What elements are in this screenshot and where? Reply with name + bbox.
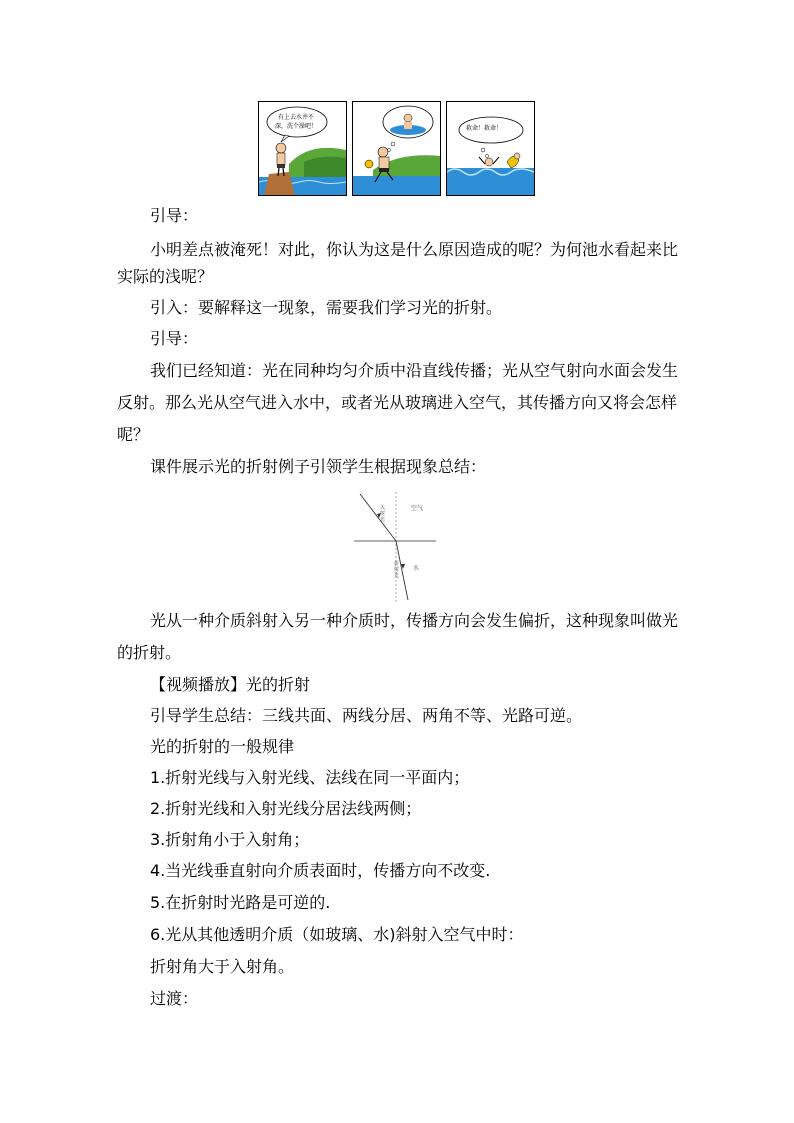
label-refracted-2: 射 <box>394 567 400 573</box>
text-line: 引导学生总结：三线共面、两线分居、两角不等、光路可逆。 <box>150 706 583 725</box>
label-incident-1: 入 <box>380 505 386 511</box>
label-incident-3: 光 <box>380 517 386 523</box>
label-water: 水 <box>413 565 420 572</box>
text-line: 引入：要解释这一现象，需要我们学习光的折射。 <box>150 298 503 317</box>
text-line: 光从一种介质斜射入另一种介质时，传播方向会发生偏折，这种现象叫做光 <box>150 611 679 630</box>
text-line: 过渡： <box>150 989 199 1008</box>
label-refracted-1: 折 <box>394 561 400 567</box>
list-item: 4.当光线垂直射向介质表面时，传播方向不改变. <box>150 861 491 880</box>
comic-speech-1 <box>266 113 326 131</box>
text-line: 反射。那么光从空气进入水中，或者光从玻璃进入空气，其传播方向又将会怎样 <box>117 393 678 412</box>
list-item: 5.在折射时光路是可逆的. <box>150 893 331 912</box>
speech-line: 有上去水井不 <box>277 114 314 121</box>
label-air: 空气 <box>411 505 424 512</box>
text-line: 呢？ <box>117 425 150 444</box>
text-line: 引导： <box>150 206 199 225</box>
list-item: 3.折射角小于入射角； <box>150 830 310 849</box>
comic-panel-3 <box>446 101 535 196</box>
refraction-diagram <box>350 492 442 602</box>
text-line: 折射角大于入射角。 <box>150 957 295 976</box>
incident-ray <box>360 494 396 541</box>
text-line: 引导： <box>150 329 199 348</box>
list-item: 2.折射光线和入射光线分居法线两侧； <box>150 799 422 818</box>
text-line: 我们已经知道：光在同种均匀介质中沿直线传播；光从空气射向水面会发生 <box>150 361 679 380</box>
text-line: 小明差点被淹死！对此，你认为这是什么原因造成的呢？为何池水看起来比 <box>150 240 679 259</box>
text-line: 课件展示光的折射例子引领学生根据现象总结： <box>150 457 487 476</box>
comic-panel-2 <box>352 101 441 196</box>
text-line: 【视频播放】光的折射 <box>150 675 311 694</box>
list-item: 1.折射光线与入射光线、法线在同一平面内； <box>150 768 470 787</box>
list-item: 6.光从其他透明介质（如玻璃、水)斜射入空气中时： <box>150 925 524 944</box>
label-refracted-3: 光 <box>394 573 400 579</box>
text-line: 实际的浅呢？ <box>117 267 214 286</box>
speech-line: 深，洗个澡吧！ <box>274 123 317 130</box>
label-incident-2: 射 <box>380 511 386 517</box>
text-line: 的折射。 <box>117 643 182 662</box>
text-line: 光的折射的一般规律 <box>150 737 295 756</box>
comic-speech-3: 救命！救命！ <box>465 125 502 132</box>
